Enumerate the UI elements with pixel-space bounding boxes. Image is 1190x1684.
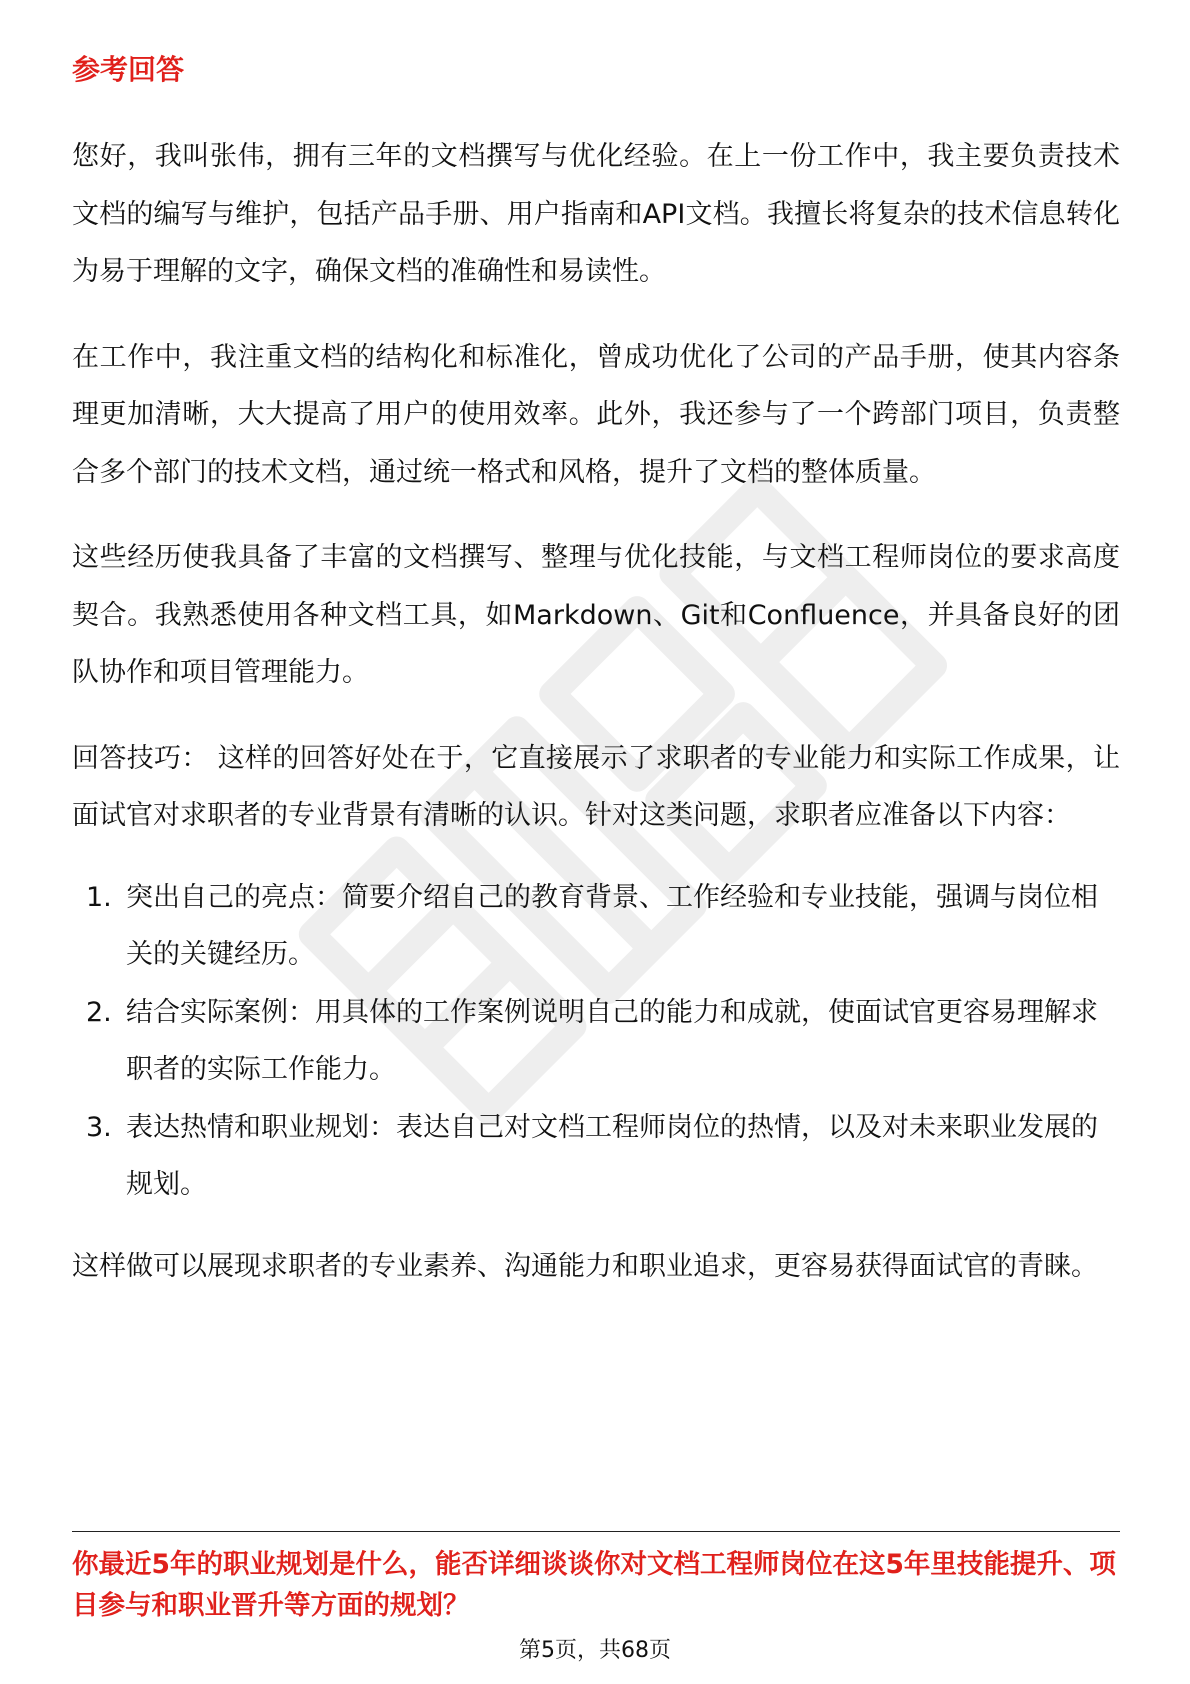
list-item-text: 结合实际案例：用具体的工作案例说明自己的能力和成就，使面试官更容易理解求职者的实际工作能力。	[126, 996, 1098, 1085]
list-item	[72, 984, 1120, 1099]
list-item	[72, 1099, 1120, 1214]
answer-content	[72, 50, 1120, 1323]
list-number: 1.	[86, 881, 112, 913]
list-number: 2.	[86, 996, 112, 1028]
answer-paragraph-3: 这些经历使我具备了丰富的文档撰写、整理与优化技能，与文档工程师岗位的要求高度契合。我熟悉使用各种文档工具，如Markdown、Git和Confluence，并具备良好的团队协作和项目管理能力。	[72, 542, 1120, 688]
tips-list	[72, 869, 1120, 1214]
list-item-text: 表达热情和职业规划：表达自己对文档工程师岗位的热情，以及对未来职业发展的规划。	[126, 1111, 1098, 1200]
next-question-heading: 你最近5年的职业规划是什么，能否详细谈谈你对文档工程师岗位在这5年里技能提升、项目参与和职业晋升等方面的规划？	[72, 1549, 1116, 1621]
section-divider	[72, 1531, 1120, 1532]
page-footer: 第5页，共68页	[519, 1638, 671, 1663]
answer-paragraph-1: 您好，我叫张伟，拥有三年的文档撰写与优化经验。在上一份工作中，我主要负责技术文档的编写与维护，包括产品手册、用户指南和API文档。我擅长将复杂的技术信息转化为易于理解的文字，确保文档的准确性和易读性。	[72, 141, 1120, 287]
list-item	[72, 869, 1120, 984]
closing-paragraph: 这样做可以展现求职者的专业素养、沟通能力和职业追求，更容易获得面试官的青睐。	[72, 1250, 1098, 1282]
list-number: 3.	[86, 1111, 112, 1143]
section-title: 参考回答	[72, 53, 185, 86]
answer-paragraph-2: 在工作中，我注重文档的结构化和标准化，曾成功优化了公司的产品手册，使其内容条理更加清晰，大大提高了用户的使用效率。此外，我还参与了一个跨部门项目，负责整合多个部门的技术文档，通过统一格式和风格，提升了文档的整体质量。	[72, 341, 1120, 488]
answer-tips-paragraph: 回答技巧： 这样的回答好处在于，它直接展示了求职者的专业能力和实际工作成果，让面试官对求职者的专业背景有清晰的认识。针对这类问题，求职者应准备以下内容：	[72, 742, 1120, 831]
list-item-text: 突出自己的亮点：简要介绍自己的教育背景、工作经验和专业技能，强调与岗位相关的关键经历。	[126, 881, 1098, 970]
